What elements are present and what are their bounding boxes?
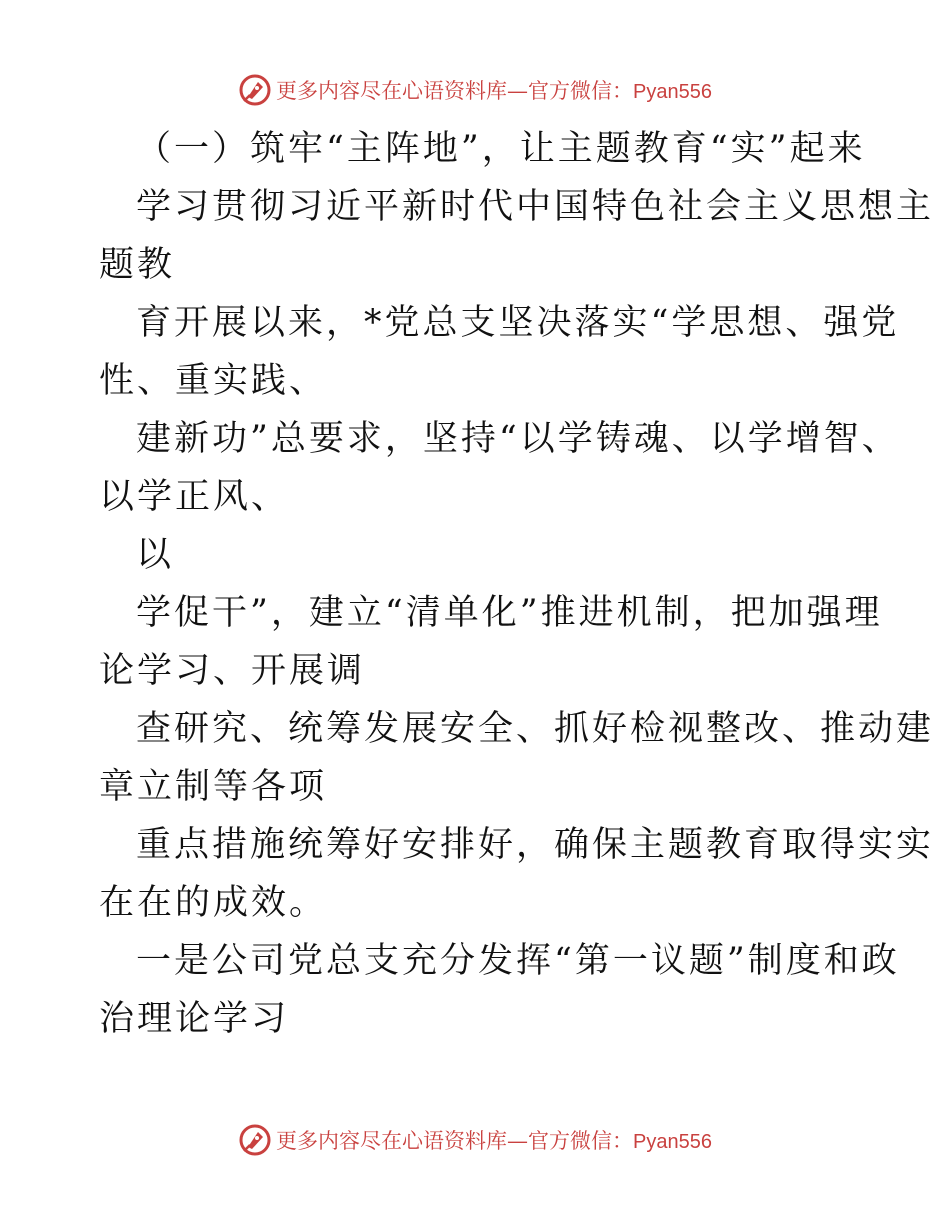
text-line: 论学习、开展调	[99, 651, 366, 691]
footer-watermark	[0, 1122, 950, 1158]
text-line: 建新功”总要求，坚持“以学铸魂、以学增智、	[136, 419, 900, 459]
watermark-text: 更多内容尽在心语资料库—官方微信：Pyan556	[276, 79, 712, 103]
text-line: 在在的成效。	[99, 883, 328, 923]
text-line: 章立制等各项	[99, 767, 328, 807]
document-body	[99, 120, 935, 1048]
text-line: 重点措施统筹好安排好，确保主题教育取得实实	[136, 825, 935, 865]
text-line: 育开展以来，*党总支坚决落实“学思想、强党	[136, 303, 900, 343]
text-line: 一是公司党总支充分发挥“第一议题”制度和政	[136, 941, 900, 981]
pen-nib-logo-icon	[238, 73, 272, 107]
header-watermark	[0, 72, 950, 108]
text-line: 学习贯彻习近平新时代中国特色社会主义思想主	[136, 187, 935, 227]
text-line: 以	[136, 535, 175, 575]
text-line: 学促干”，建立“清单化”推进机制，把加强理	[136, 593, 883, 633]
pen-nib-logo-icon	[238, 1123, 272, 1157]
watermark-text: 更多内容尽在心语资料库—官方微信：Pyan556	[276, 1129, 712, 1153]
text-line: 治理论学习	[99, 999, 290, 1039]
text-line: 性、重实践、	[99, 361, 328, 401]
text-line: （一）筑牢“主阵地”，让主题教育“实”起来	[136, 129, 866, 169]
text-line: 以学正风、	[99, 477, 290, 517]
text-line: 查研究、统筹发展安全、抓好检视整改、推动建	[136, 709, 935, 749]
text-line: 题教	[99, 245, 176, 285]
